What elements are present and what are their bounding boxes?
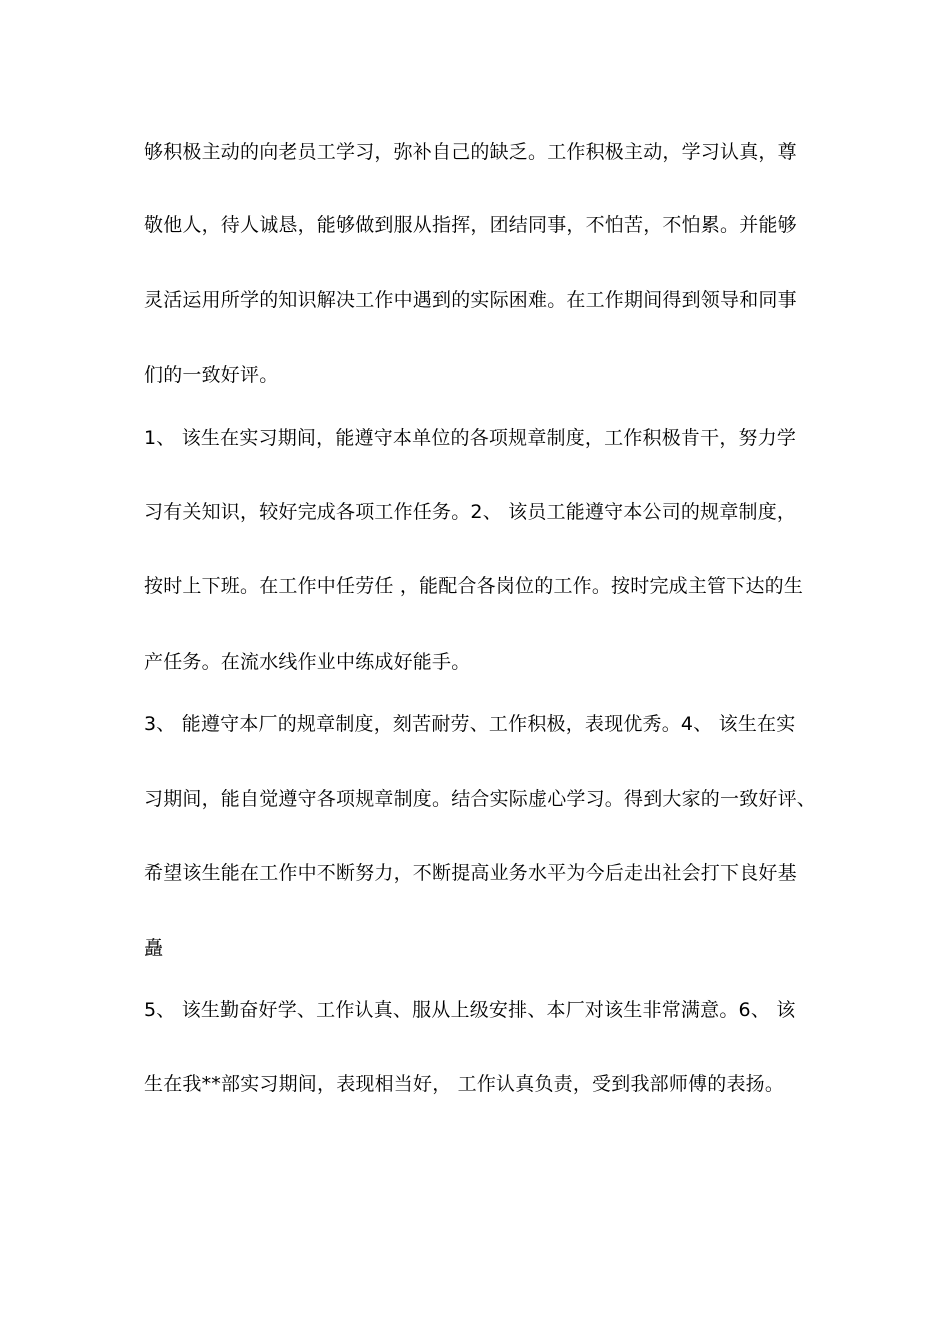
- text-line-10: 习期间，能自觉遵守各项规章制度。结合实际虚心学习。得到大家的一致好评、: [144, 788, 817, 810]
- text-line-5: 1、 该生在实习期间，能遵守本单位的各项规章制度，工作积极肯干，努力学: [144, 427, 797, 449]
- text-line-3: 灵活运用所学的知识解决工作中遇到的实际困难。在工作期间得到领导和同事: [144, 289, 797, 311]
- text-line-4: 们的一致好评。: [144, 364, 279, 386]
- text-line-1: 够积极主动的向老员工学习，弥补自己的缺乏。工作积极主动，学习认真，尊: [144, 141, 797, 163]
- text-line-11: 希望该生能在工作中不断努力，不断提高业务水平为今后走出社会打下良好基: [144, 862, 797, 884]
- text-line-2: 敬他人，待人诚恳，能够做到服从指挥，团结同事，不怕苦，不怕累。并能够: [144, 214, 797, 236]
- text-line-9: 3、 能遵守本厂的规章制度，刻苦耐劳、工作积极，表现优秀。4、 该生在实: [144, 713, 796, 735]
- text-line-14: 生在我**部实习期间，表现相当好， 工作认真负责，受到我部师傅的表扬。: [144, 1073, 785, 1095]
- text-line-6: 习有关知识，较好完成各项工作任务。2、 该员工能遵守本公司的规章制度，: [144, 501, 797, 523]
- text-line-7: 按时上下班。在工作中任劳任 ，能配合各岗位的工作。按时完成主管下达的生: [144, 575, 804, 597]
- text-line-12: 矗: [144, 937, 164, 959]
- text-line-8: 产任务。在流水线作业中练成好能手。: [144, 651, 471, 673]
- text-line-13: 5、 该生勤奋好学、工作认真、服从上级安排、本厂对该生非常满意。6、 该: [144, 999, 796, 1021]
